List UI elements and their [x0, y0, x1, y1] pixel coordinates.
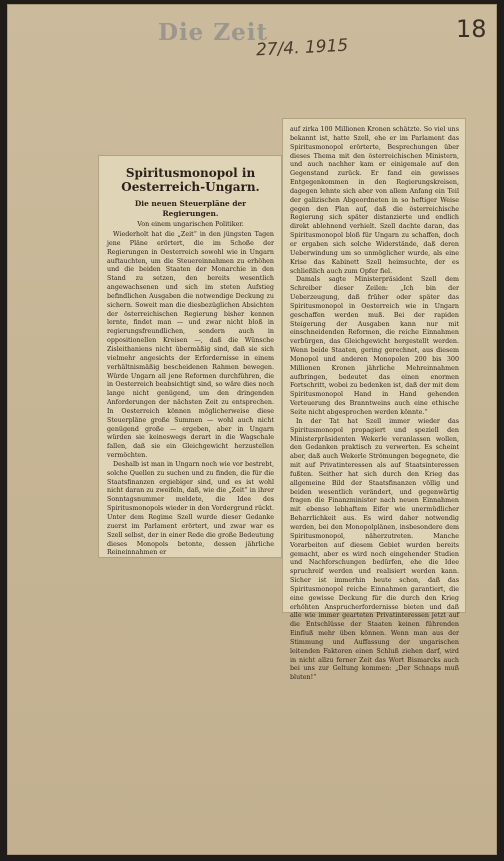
- clipping-column-right: [282, 118, 466, 682]
- paragraph: auf zirka 100 Millionen Kronen schätzte. So viel uns bekannt ist, hatte Szell, ehe er im Parlament das Spiritusmonopol erörterte, Besprechungen über dieses Thema mit den österreichischen Ministern, und auch nachher kam er einigemale auf den Gegenstand zurück. Er fand ein gewisses Entgegenkommen in den Regierungskreisen, dagegen lehnte sich aber von allem Anfang ein Teil der galizischen Abgeordneten in so heftiger Weise gegen den Plan auf, daß die österreichische Regierung sich später distanzierte und endlich direkt ablehnend verhielt. Szell dachte daran, das Spiritusmonopol bloß für Ungarn zu schaffen, doch er ergaben sich solche Widerstände, daß deren Ueberwindung um so unmöglicher wurde, als eine Krise das Kabinett Szell heimsuchte, der es schließlich auch zum Opfer fiel.: [290, 126, 459, 275]
- clipping-column-left: [98, 155, 282, 558]
- paragraph: Deshalb ist man in Ungarn noch wie vor bestrebt, solche Quellen zu suchen und zu finden, die für die Staatsfinanzen ergiebiger sind, und es ist wohl nicht daran zu zweifeln, daß, wie die „Zeit“ in ihrer Sonntagsnummer meldete, die Idee des Spiritusmonopols wieder in den Vordergrund rückt. Unter dem Regime Szell wurde dieser Gedanke zuerst im Parlament erörtert, und zwar war es Szell selbst, der in einer Rede die große Bedeutung dieses Monopols betonte, dessen jährliche Reineinnahmen er: [107, 460, 274, 557]
- article-body-right: [290, 126, 459, 683]
- article-headline: Spiritusmonopol in Oesterreich-Ungarn.: [121, 166, 260, 194]
- paragraph: In der Tat hat Szell immer wieder das Spiritusmonopol propagiert und speziell den Ministerpräsidenten Wekerle veranlassen wollen, den Gedanken praktisch zu verwerten. Es scheint aber, daß auch Wekerle Strömungen begegnete, die mit auf Privatinteressen als auf Staatsinteressen fußten. Seither hat sich durch den Krieg das allgemeine Bild der Staatsfinanzen völlig und beiden wesentlich verändert, und gegenwärtig fragen die Finanzminister nach neuen Einnahmen mit ebenso lebhaftem Eifer wie unermüdlicher Beharrlichkeit aus. Es wird daher notwendig werden, bei den Monopolplänen, insbesondere dem Spiritusmonopol, näherzutreten. Manche Vorarbeiten auf diesem Gebiet wurden bereits gemacht, aber es wird noch eingehender Studien und Nachforschungen bedürfen, ehe die Idee spruchreif werden und realisiert werden kann. Sicher ist immerhin heute schon, daß das Spiritusmonopol reiche Einnahmen garantiert, die eine gewisse Deckung für die durch den Krieg erhöhten Ansprucherfordernisse bieten und daß alle wie immer gearteten Privatinteressen jetzt auf die Entschlüsse der Staaten keinen führenden Einfluß mehr üben können. Wenn man aus der Stimmung und Auffassung der ungarischen leitenden Faktoren einen Schluß ziehen darf, wird in nicht allzu ferner Zeit das Wort Bismarcks auch bei uns zur Geltung kommen: „Der Schnaps muß bluten!“: [290, 417, 459, 682]
- newspaper-masthead: Die Zeit: [158, 19, 269, 46]
- article-subtitle: Die neuen Steuerpläne der Regierungen.: [134, 199, 247, 218]
- handwritten-date: 27/4. 1915: [255, 35, 349, 61]
- article-body-left: [107, 231, 274, 558]
- paragraph: Damals sagte Ministerpräsident Szell dem Schreiber dieser Zeilen: „Ich bin der Ueberzeugung, daß früher oder später das Spiritusmonopol in Oesterreich wie in Ungarn geschaffen werden muß. Bei der rapiden Steigerung der Ausgaben kann nur mit einschneidenden Reformen, die reiche Einnahmen verbürgen, das Gleichgewicht hergestellt werden. Wenn beide Staaten, gering gerechnet, aus diesem Monopol und anderen Monopolen 200 bis 300 Millionen Kronen jährliche Mehreinnahmen aufbringen, bedeutet das einen enormen Fortschritt, wobei zu bedenken ist, daß der mit dem Spiritusmonopol Hand in Hand gehenden Verteuerung des Branntweins auch eine ethische Seite nicht abgesprochen werden könnte.“: [290, 276, 459, 416]
- handwritten-page-number: 18: [456, 15, 487, 43]
- article-byline: Von einem ungarischen Politiker.: [137, 220, 244, 228]
- paragraph: Wiederholt hat die „Zeit“ in den jüngsten Tagen jene Pläne erörtert, die im Schoße der Regierungen in Oesterreich sowohl wie in Ungarn auftauchten, um die Steuereinnahmen zu erhöhen und die beiden Staaten der Monarchie in den Stand zu setzen, den bereits wesentlich angewachsenen und sich im steten Aufstieg befindlichen Ausgaben die notwendige Deckung zu sichern. Soweit man die diesbezüglichen Absichten der österreichischen Regierung bisher kennen lernte, findet man — und zwar nicht bloß in regierungsfreundlichen, sondern auch in oppositionellen Kreisen —, daß die Wünsche Zisleithaniens nicht übermäßig sind, daß sie sich vielmehr angesichts der Erfordernisse in einem verhältnismäßig bescheidenen Rahmen bewegen. Würde Ungarn all jene Reformen durchführen, die in Oesterreich beabsichtigt sind, so wäre dies noch lange nicht genügend, um den dringenden Anforderungen der nächsten Zeit zu entsprechen. In Oesterreich können möglicherweise diese Steuerpläne große Summen — wohl auch nicht genügend große — ergeben, aber in Ungarn würden sie keineswegs derart in die Wagschale fallen, daß sie ein Gleichgewicht herzustellen vermöchten.: [107, 231, 274, 460]
